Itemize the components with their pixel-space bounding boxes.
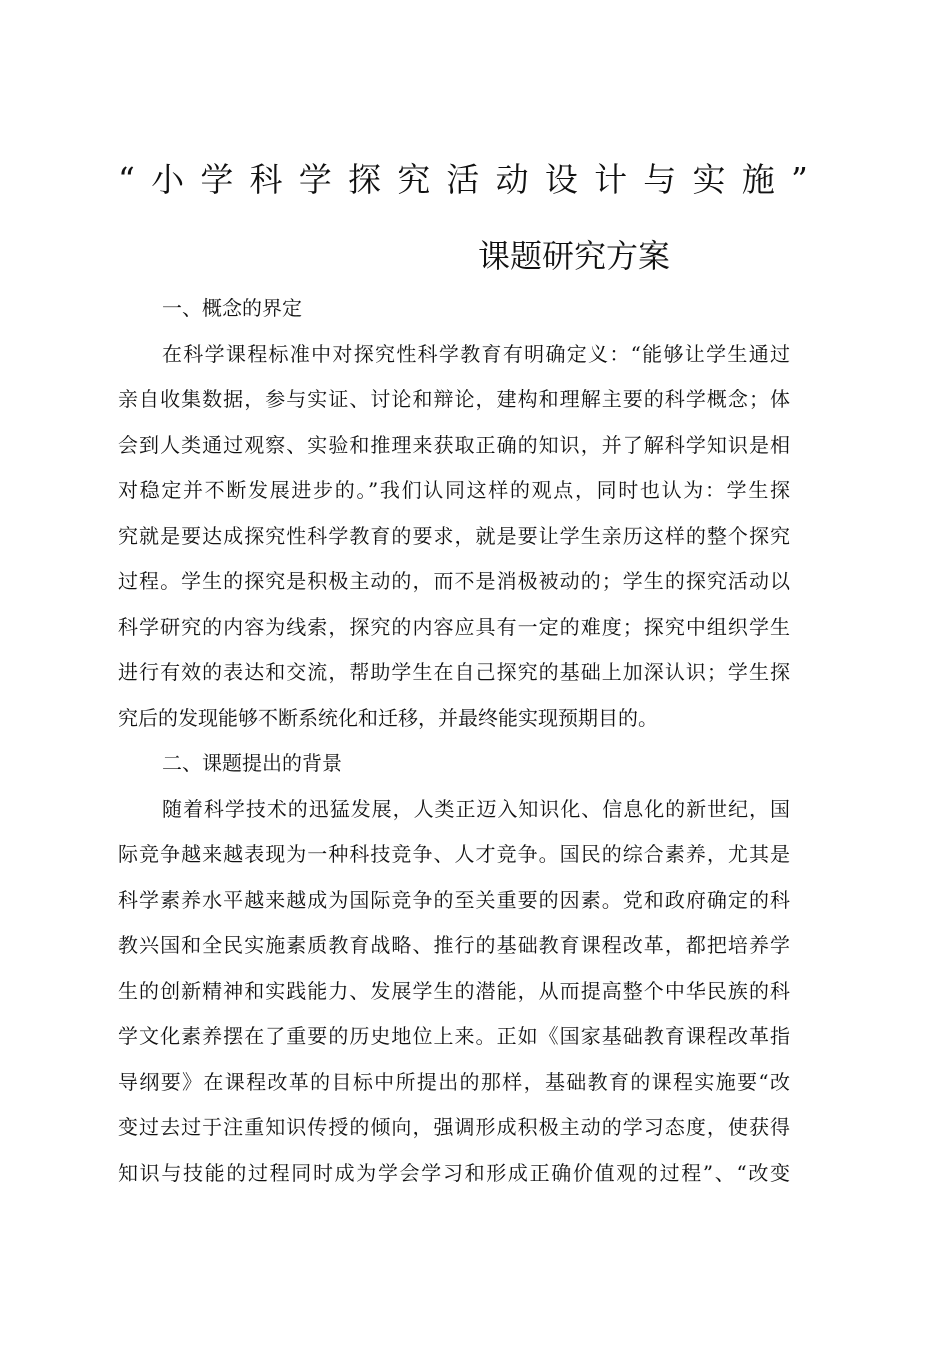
paragraph-line: 在科学课程标准中对探究性科学教育有明确定义：“能够让学生通过	[162, 341, 790, 366]
paragraph-line: 导纲要》在课程改革的目标中所提出的那样，基础教育的课程实施要“改	[118, 1069, 790, 1094]
paragraph-line: 生的创新精神和实践能力、发展学生的潜能，从而提高整个中华民族的科	[118, 978, 790, 1003]
paragraph-line: 究后的发现能够不断系统化和迁移，并最终能实现预期目的。	[118, 705, 658, 730]
title-char: 学	[200, 160, 234, 199]
section-heading: 一、概念的界定	[162, 296, 302, 320]
paragraph-line: 究就是要达成探究性科学教育的要求，就是要让学生亲历这样的整个探究	[118, 523, 790, 548]
document-subtitle: 课题研究方案	[478, 237, 671, 275]
title-char: 实	[692, 160, 726, 199]
title-char: 施	[741, 160, 775, 199]
title-char: “	[118, 160, 135, 199]
paragraph-line: 教兴国和全民实施素质教育战略、推行的基础教育课程改革，都把培养学	[118, 933, 790, 957]
title-char: 计	[594, 160, 628, 199]
title-char: 究	[397, 160, 431, 199]
title-char: ”	[790, 160, 808, 199]
paragraph-line: 科学素养水平越来越成为国际竞争的至关重要的因素。党和政府确定的科	[118, 887, 790, 912]
paragraph-line: 过程。学生的探究是积极主动的，而不是消极被动的；学生的探究活动以	[118, 569, 790, 593]
paragraph-line: 变过去过于注重知识传授的倾向，强调形成积极主动的学习态度，使获得	[118, 1115, 790, 1139]
title-char: 动	[495, 160, 529, 199]
paragraph-line: 亲自收集数据，参与实证、讨论和辩论，建构和理解主要的科学概念；体	[118, 387, 790, 411]
title-char: 小	[151, 160, 185, 199]
title-char: 设	[544, 160, 578, 199]
paragraph-line: 科学研究的内容为线索，探究的内容应具有一定的难度；探究中组织学生	[118, 614, 790, 639]
paragraph-line: 进行有效的表达和交流，帮助学生在自己探究的基础上加深认识；学生探	[118, 660, 790, 684]
paragraph-line: 际竞争越来越表现为一种科技竞争、人才竞争。国民的综合素养，尤其是	[118, 842, 790, 866]
paragraph-line: 学文化素养摆在了重要的历史地位上来。正如《国家基础教育课程改革指	[118, 1024, 790, 1048]
title-char: 探	[347, 160, 381, 199]
title-char: 活	[446, 160, 480, 199]
paragraph-line: 随着科学技术的迅猛发展，人类正迈入知识化、信息化的新世纪，国	[162, 796, 790, 821]
section-heading: 二、课题提出的背景	[162, 751, 342, 775]
paragraph-line: 知识与技能的过程同时成为学会学习和形成正确价值观的过程”、“改变	[118, 1160, 790, 1185]
title-char: 学	[298, 160, 332, 199]
document-title	[118, 152, 808, 208]
document-body	[118, 286, 790, 1196]
paragraph-line: 对稳定并不断发展进步的。”我们认同这样的观点，同时也认为：学生探	[118, 478, 790, 502]
paragraph-line: 会到人类通过观察、实验和推理来获取正确的知识，并了解科学知识是相	[118, 432, 790, 457]
title-char: 科	[249, 160, 283, 199]
title-char: 与	[643, 160, 677, 199]
